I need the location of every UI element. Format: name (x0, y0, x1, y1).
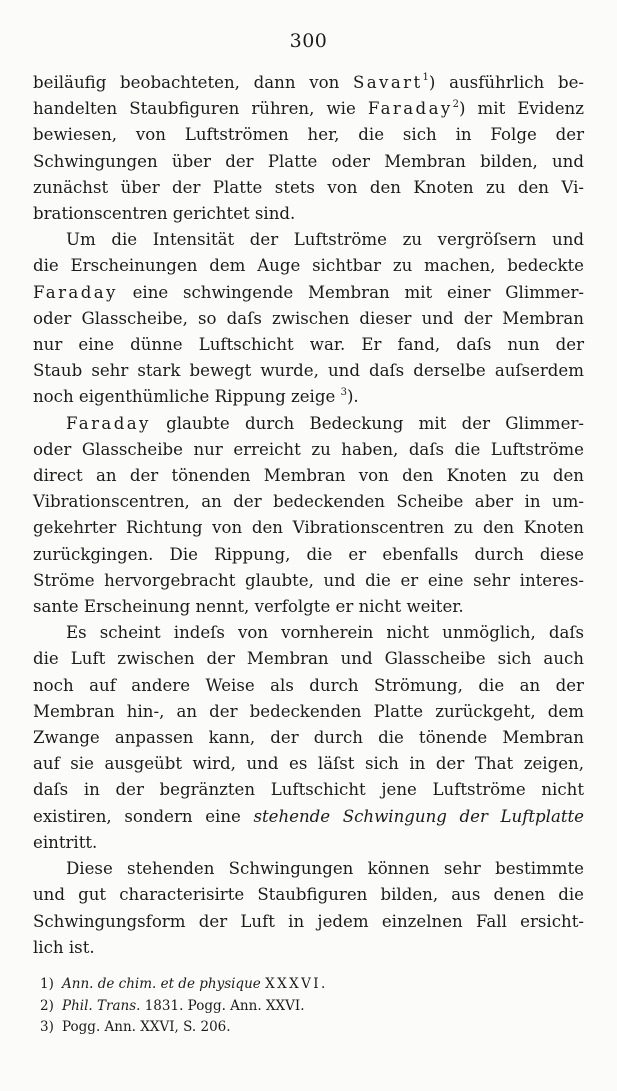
text-run: direct an der tönenden Membran von den Knoten zu den (33, 466, 584, 486)
text-run: oder Glasscheibe, so daſs zwischen dieser und der Membran (33, 308, 584, 328)
text-run: Phil. Trans. (62, 997, 141, 1014)
text-line (33, 646, 584, 672)
text-run: Staub sehr stark bewegt wurde, und daſs derselbe auſserdem (33, 361, 584, 381)
text-run: XXXVI. (265, 976, 328, 992)
text-run: Zwange anpassen kann, der durch die tönende Membran (33, 728, 584, 748)
footnote (40, 974, 580, 996)
text-line (33, 70, 584, 96)
text-line (33, 935, 584, 961)
text-line (33, 463, 584, 489)
text-line (33, 332, 584, 358)
text-line (33, 620, 584, 646)
text-line (33, 358, 584, 384)
text-run: ) ausführlich be- (428, 73, 584, 92)
text-line (33, 306, 584, 332)
text-line (33, 856, 584, 882)
text-run: ). (346, 387, 359, 407)
text-line (33, 542, 584, 568)
text-run: lich ist. (33, 937, 95, 957)
text-run: oder Glasscheibe nur erreicht zu haben, daſs die Luftströme (33, 439, 584, 459)
text-line (33, 96, 584, 122)
paragraph (33, 620, 584, 856)
text-line (33, 122, 584, 148)
text-line (33, 673, 584, 699)
text-run: glaubte durch Bedeckung mit der Glimmer- (150, 413, 584, 433)
text-run: Savart (353, 73, 423, 92)
text-run: auf sie ausgeübt wird, und es läſst sich in der That zeigen, (33, 754, 584, 774)
text-line (33, 149, 584, 175)
text-line (33, 699, 584, 725)
footnote-number: 2) (40, 997, 54, 1014)
paragraph (33, 70, 584, 227)
text-run: die Luft zwischen der Membran und Glasscheibe sich auch (33, 649, 584, 669)
text-line (33, 515, 584, 541)
text-line (33, 280, 584, 306)
text-line (33, 882, 584, 908)
text-run: und gut characterisirte Staubfiguren bilden, aus denen die (33, 885, 584, 905)
footnote-ref: 1 (422, 72, 429, 84)
text-run: Ströme hervorgebracht glaubte, und die er eine sehr interes- (33, 570, 584, 590)
footnote-ref: 3 (340, 386, 347, 398)
text-line (33, 909, 584, 935)
text-run: noch eigenthümliche Rippung zeige (33, 387, 341, 407)
text-run: daſs in der begränzten Luftschicht jene Luftströme nicht (33, 780, 584, 800)
text-run: ) mit Evidenz (459, 99, 584, 119)
text-run: die Erscheinungen dem Auge sichtbar zu machen, bedeckte (33, 256, 584, 276)
text-run: bewiesen, von Luftströmen her, die sich in Folge der (33, 125, 584, 145)
text-run: Faraday (33, 282, 118, 302)
text-line (33, 384, 584, 410)
footnote (40, 1017, 580, 1039)
text-run: Vibrationscentren, an der bedeckenden Scheibe aber in um- (33, 492, 584, 512)
text-line (33, 777, 584, 803)
text-run: zurückgingen. Die Rippung, die er ebenfalls durch diese (33, 544, 584, 564)
text-run: Membran hin-, an der bedeckenden Platte zurückgeht, dem (33, 701, 584, 721)
text-run: eintritt. (33, 832, 98, 852)
footnote-number: 1) (40, 976, 54, 992)
text-run: Pogg. Ann. XXVI, S. 206. (62, 1019, 231, 1035)
text-line (33, 751, 584, 777)
paragraph (33, 227, 584, 410)
text-line (33, 253, 584, 279)
text-line (33, 411, 584, 437)
text-line (33, 437, 584, 463)
text-line (33, 489, 584, 515)
text-run: Ann. de chim. et de physique (62, 976, 261, 992)
text-line (33, 175, 584, 201)
text-run: Diese stehenden Schwingungen können sehr bestimmte (66, 859, 584, 879)
text-run: noch auf andere Weise als durch Strömung, die an der (33, 675, 584, 695)
text-run: nur eine dünne Luftschicht war. Er fand, daſs nun der (33, 335, 584, 355)
footnote (40, 996, 580, 1018)
text-run: zunächst über der Platte stets von den Knoten zu den Vi- (33, 177, 584, 197)
body-text (33, 70, 584, 961)
text-run: 1831. Pogg. Ann. XXVI. (140, 997, 305, 1014)
text-run: Faraday (367, 99, 453, 119)
footnote-ref: 2 (452, 98, 460, 110)
text-run: brationscentren gerichtet sind. (33, 204, 296, 224)
page-number: 300 (289, 30, 328, 52)
text-run: Um die Intensität der Luftströme zu vergröſsern und (66, 230, 584, 250)
text-run: Schwingungsform der Luft in jedem einzelnen Fall ersicht- (33, 911, 584, 931)
text-run: Schwingungen über der Platte oder Membran bilden, und (33, 151, 584, 171)
text-run: beiläufig beobachteten, dann von (33, 73, 353, 92)
paragraph (33, 411, 584, 621)
footnotes (40, 974, 580, 1039)
text-line (33, 227, 584, 253)
text-line (33, 804, 584, 830)
text-line (33, 594, 584, 620)
text-run: gekehrter Richtung von den Vibrationscentren zu den Knoten (33, 518, 584, 538)
text-run: eine schwingende Membran mit einer Glimmer- (117, 282, 584, 302)
text-line (33, 725, 584, 751)
text-line (33, 201, 584, 227)
text-run: stehende Schwingung der Luftplatte (253, 806, 584, 826)
text-run: handelten Staubfiguren rühren, wie (33, 99, 368, 119)
footnote-number: 3) (40, 1019, 54, 1035)
text-run: sante Erscheinung nennt, verfolgte er nicht weiter. (33, 597, 464, 617)
paragraph (33, 856, 584, 961)
text-line (33, 568, 584, 594)
text-line (33, 830, 584, 856)
text-run: Faraday (66, 413, 151, 433)
text-run: existiren, sondern eine (33, 806, 254, 826)
text-run: Es scheint indeſs von vornherein nicht unmöglich, daſs (66, 623, 584, 643)
